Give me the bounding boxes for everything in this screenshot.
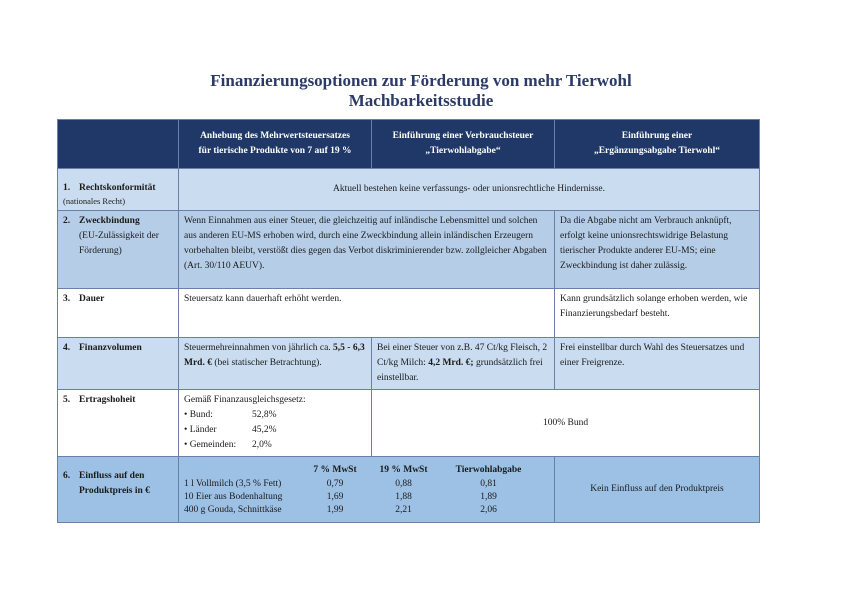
price-header-tierwohl: Tierwohlabgabe	[455, 465, 522, 475]
row-dauer	[58, 289, 760, 338]
row-sublabel: (EU-Zulässigkeit der Förderung)	[79, 231, 159, 256]
dauer-abgabe-text: Kann grundsätzlich solange erhoben werden, wie Finanzierungsbedarf besteht.	[555, 289, 760, 338]
item-value: 45,2%	[252, 425, 277, 435]
zweckbindung-abgabe-text: Da die Abgabe nicht am Verbrauch anknüpft, erfolgt keine unionsrechtswidrige Belastung tierischer Produkte anderer EU-MS; eine Zweckbindung ist daher zulässig.	[555, 211, 760, 289]
header-ergaenzungsabgabe	[555, 120, 760, 169]
row-number: 3.	[63, 294, 71, 304]
row-label-text: Ertragshoheit	[79, 395, 136, 405]
header-mwst	[179, 120, 372, 169]
row-label	[58, 390, 179, 457]
row-ertragshoheit	[58, 390, 760, 457]
row-number: 6.	[63, 471, 71, 481]
header-ergaenzungsabgabe-line2: „Ergänzungsabgabe Tierwohl“	[593, 146, 721, 156]
item-value: 52,8%	[252, 410, 277, 420]
rechtskonformitaet-text: Aktuell bestehen keine verfassungs- oder unionsrechtliche Hindernisse.	[179, 169, 760, 211]
product-name: 400 g Gouda, Schnittkäse	[184, 505, 282, 515]
header-verbrauchsteuer-line1: Einführung einer Verbrauchsteuer	[392, 131, 534, 141]
row-zweckbindung	[58, 211, 760, 289]
item-name: • Bund:	[184, 410, 213, 420]
row-finanzvolumen	[58, 338, 760, 390]
row-number: 2.	[63, 216, 71, 226]
document-title: Finanzierungsoptionen zur Förderung von mehr Tierwohl	[210, 71, 632, 90]
item-value: 2,0%	[252, 440, 272, 450]
row-sublabel: (nationales Recht)	[63, 196, 126, 206]
price-19: 0,88	[395, 479, 412, 489]
table-row	[184, 491, 549, 504]
row-label	[58, 289, 179, 338]
header-verbrauchsteuer-line2: „Tierwohlabgabe“	[425, 146, 501, 156]
product-name: 1 l Vollmilch (3,5 % Fett)	[184, 479, 282, 489]
price-tierwohl: 0,81	[480, 479, 497, 489]
row-label-text: Rechtskonformität	[79, 183, 156, 193]
finanzvolumen-abgabe: Frei einstellbar durch Wahl des Steuersatzes und einer Freigrenze.	[555, 338, 760, 390]
row-number: 1.	[63, 183, 71, 193]
header-ergaenzungsabgabe-line1: Einführung einer	[621, 131, 693, 141]
price-tierwohl: 1,89	[480, 492, 497, 502]
row-number: 4.	[63, 343, 71, 353]
row-label-text: Finanzvolumen	[79, 343, 142, 353]
row-label-text: Dauer	[79, 294, 105, 304]
header-verbrauchsteuer	[372, 120, 555, 169]
header-mwst-line2: für tierische Produkte von 7 auf 19 %	[198, 146, 352, 156]
finanzvolumen-verbrauchsteuer-amount: 4,2 Mrd. €;	[428, 358, 474, 368]
finanzvolumen-mwst	[179, 338, 372, 390]
header-mwst-line1: Anhebung des Mehrwertsteuersatzes	[200, 131, 350, 141]
row-label	[58, 457, 179, 523]
item-name: • Gemeinden:	[184, 440, 237, 450]
finanzvolumen-mwst-note: (bei statischer Betrachtung).	[214, 358, 322, 368]
list-item	[184, 438, 366, 453]
header-empty-cell	[58, 120, 179, 169]
produktpreis-abgabe: Kein Einfluss auf den Produktpreis	[555, 457, 760, 523]
table-row	[184, 504, 549, 517]
ertragshoheit-heading: Gemäß Finanzausgleichsgesetz:	[184, 395, 306, 405]
zweckbindung-steuer-text: Wenn Einnahmen aus einer Steuer, die gleichzeitig auf inländische Lebensmittel und solchen aus anderen EU-MS erhoben wird, durch eine Zweckbindung allein inländischen Erzeugern vorbehalten bleibt, verstößt dies gegen das Verbot diskriminierender bzw. zollgleicher Abgaben (Art. 30/110 AEUV).	[179, 211, 555, 289]
price-19: 1,88	[395, 492, 412, 502]
product-name: 10 Eier aus Bodenhaltung	[184, 492, 283, 502]
finanzvolumen-verbrauchsteuer-note: grundsätzlich frei einstellbar.	[377, 358, 543, 383]
dauer-steuer-text: Steuersatz kann dauerhaft erhöht werden.	[179, 289, 555, 338]
finanzvolumen-verbrauchsteuer	[372, 338, 555, 390]
price-header-empty	[184, 463, 304, 478]
price-7: 1,99	[326, 505, 344, 515]
finanzvolumen-mwst-amount: 5,5 - 6,3 Mrd. €	[184, 343, 365, 368]
header-row	[58, 120, 760, 169]
table-row	[184, 478, 549, 491]
finanzvolumen-mwst-text: Steuermehreinnahmen von jährlich ca.	[184, 343, 331, 353]
price-header-row	[184, 463, 549, 478]
price-7: 0,79	[326, 479, 344, 489]
finanzvolumen-verbrauchsteuer-text: Bei einer Steuer von z.B. 47 Ct/kg Fleisch, 2 Ct/kg Milch:	[377, 343, 548, 368]
price-7: 1,69	[326, 492, 344, 502]
ertragshoheit-mwst	[179, 390, 372, 457]
list-item	[184, 408, 366, 423]
comparison-table	[57, 119, 760, 523]
row-number: 5.	[63, 395, 71, 405]
price-19: 2,21	[395, 505, 412, 515]
row-label-text: Zweckbindung	[79, 216, 140, 226]
list-item	[184, 423, 366, 438]
document-subtitle: Machbarkeitsstudie	[348, 91, 494, 110]
row-rechtskonformitaet	[58, 169, 760, 211]
produktpreis-table	[179, 457, 555, 523]
price-header-7: 7 % MwSt	[313, 465, 357, 475]
row-label	[58, 169, 179, 211]
row-produktpreis	[58, 457, 760, 523]
row-label-text: Einfluss auf den Produktpreis in €	[79, 471, 150, 496]
price-header-19: 19 % MwSt	[379, 465, 428, 475]
row-label	[58, 211, 179, 289]
price-tierwohl: 2,06	[480, 505, 497, 515]
row-label	[58, 338, 179, 390]
ertragshoheit-bund: 100% Bund	[372, 390, 760, 457]
item-name: • Länder	[184, 425, 217, 435]
